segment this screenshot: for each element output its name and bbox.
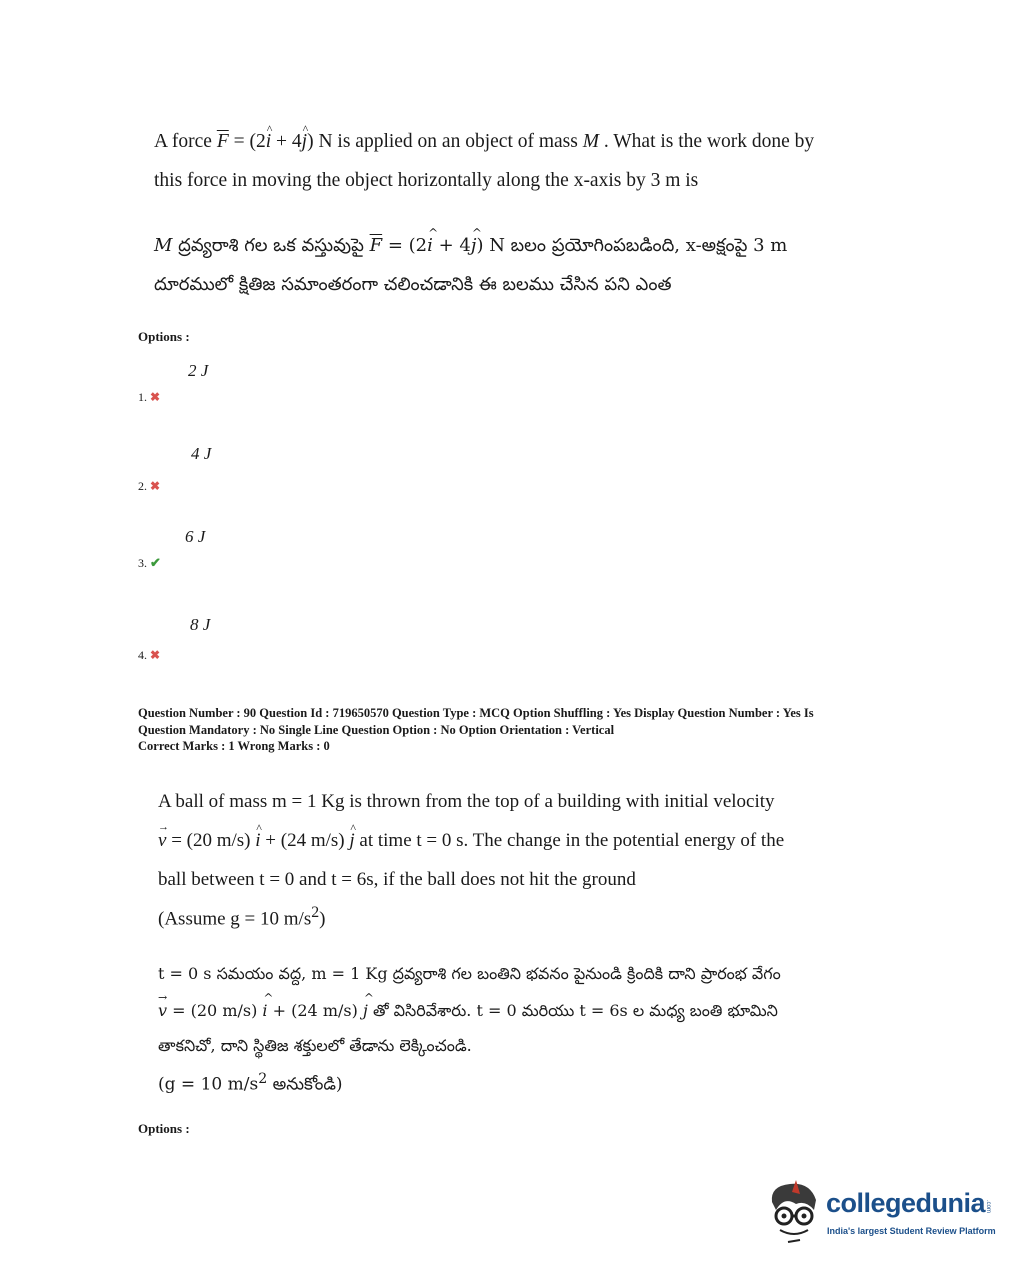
velocity-symbol: → v xyxy=(158,821,166,860)
question2-telugu xyxy=(158,955,858,1101)
logo-tagline: India's largest Student Review Platform xyxy=(827,1226,996,1236)
option-2-value: 4 J xyxy=(191,444,212,463)
te-text-c: + 4 xyxy=(432,235,471,256)
q2-en-l2b: + (24 m/s) xyxy=(260,830,350,851)
q2-en-l2c: at time t = 0 s. The change in the potential energy of the xyxy=(354,830,785,851)
option-1-number: 1. xyxy=(138,390,147,404)
wrong-icon: ✖ xyxy=(150,648,161,662)
option-1[interactable] xyxy=(138,390,160,405)
force-symbol: $\overline{F}$ xyxy=(216,131,229,152)
option-3-number: 3. xyxy=(138,556,147,570)
q2-en-sup: 2 xyxy=(311,904,320,921)
q1-text-e: . What is the work done by xyxy=(598,131,815,152)
logo-suffix: .com xyxy=(985,1200,991,1214)
j-hat: ^ j xyxy=(302,122,307,161)
question1-english-line1 xyxy=(154,122,874,161)
question1-english-line2: this force in moving the object horizontally along the x-axis by 3 m is xyxy=(154,170,699,191)
logo-text: collegedunia xyxy=(826,1188,986,1218)
option-2-number: 2. xyxy=(138,479,147,493)
te-text-d: ) N బలం ప్రయోగింపబడింది, x-అక్షంపై 3 m xyxy=(476,235,788,256)
option-4[interactable] xyxy=(138,648,160,663)
q2-en-line3: ball between t = 0 and t = 6s, if the ball does not hit the ground xyxy=(158,869,636,890)
meta-line3: Correct Marks : 1 Wrong Marks : 0 xyxy=(138,739,330,753)
q2-en-line4 xyxy=(158,899,858,933)
te-text-a: ద్రవ్యరాశి గల ఒక వస్తువుపై xyxy=(172,235,370,256)
q2-te-line2 xyxy=(158,992,858,1029)
wrong-icon: ✖ xyxy=(150,390,161,404)
correct-icon: ✔ xyxy=(150,555,161,570)
q1-text-b: = (2 xyxy=(228,131,266,152)
question1-telugu-line1 xyxy=(154,226,874,265)
q2-te-l4a: (g = 10 m/s xyxy=(158,1074,259,1095)
te-force-symbol: $\overline{F}$ xyxy=(369,235,383,256)
mass-symbol: M xyxy=(582,131,599,152)
q1-text-a: A force xyxy=(154,131,217,152)
q2-te-l2b: + (24 m/s) xyxy=(267,1001,363,1020)
question-meta xyxy=(138,705,898,755)
question1-english xyxy=(154,122,874,200)
q2-en-l4a: (Assume g = 10 m/s xyxy=(158,908,312,930)
option-4-value: 8 J xyxy=(190,615,211,634)
option-3[interactable] xyxy=(138,555,161,571)
options-label: Options : xyxy=(138,329,190,344)
question1-telugu xyxy=(154,226,874,304)
options-label-q2: Options : xyxy=(138,1121,190,1136)
option-3-value: 6 J xyxy=(185,527,206,546)
q2-en-line1: A ball of mass m = 1 Kg is thrown from the top of a building with initial velocity xyxy=(158,791,775,812)
te-text-b: = (2 xyxy=(382,235,428,256)
te-i-hat: ^ i xyxy=(427,226,433,265)
q2-te-line4 xyxy=(158,1063,858,1101)
q2-te-line1: t = 0 s సమయం వద్ద, m = 1 Kg ద్రవ్యరాశి గల బంతిని భవనం పైనుండి క్రిందికి దాని ప్రారంభ వేగం xyxy=(158,964,781,983)
q2-i-hat: ^ i xyxy=(255,821,260,860)
q1-text-d: ) N is applied on an object of mass xyxy=(307,131,583,152)
i-hat: ^ i xyxy=(266,122,271,161)
te-j-hat: ^ j xyxy=(471,226,477,265)
meta-line2: Question Mandatory : No Single Line Question Option : No Option Orientation : Vertical xyxy=(138,722,615,737)
option-1-value: 2 J xyxy=(188,361,209,380)
option-4-number: 4. xyxy=(138,648,147,662)
meta-line1: Question Number : 90 Question Id : 719650570 Question Type : MCQ Option Shuffling : Yes Display Question Number : Yes Is xyxy=(138,706,814,720)
q2-te-line3: తాకనిచో, దాని స్థితిజ శక్తులలో తేడాను లెక్కించండి. xyxy=(158,1036,472,1055)
q2-te-j-hat: ^ j xyxy=(363,992,368,1029)
q1-text-c: + 4 xyxy=(271,131,302,152)
q2-en-l4b: ) xyxy=(319,908,326,930)
q2-te-l4b: అనుకోండి) xyxy=(267,1074,343,1095)
te-mass-symbol: M xyxy=(154,235,173,256)
te-velocity-symbol: → v xyxy=(158,992,167,1029)
q2-te-l2c: తో విసిరివేశారు. t = 0 మరియు t = 6s ల మధ్య బంతి భూమిని xyxy=(367,1001,778,1020)
q2-en-l2a: = (20 m/s) xyxy=(166,830,256,851)
q2-te-sup: 2 xyxy=(258,1071,268,1087)
q2-te-i-hat: ^ i xyxy=(262,992,267,1029)
question2-english xyxy=(158,782,858,933)
collegedunia-mascot-icon xyxy=(766,1180,826,1246)
question1-telugu-line2: దూరములో క్షితిజ సమాంతరంగా చలించడానికి ఈ బలము చేసిన పని ఎంత xyxy=(154,274,672,295)
q2-te-l2a: = (20 m/s) xyxy=(167,1001,263,1020)
q2-j-hat: ^ j xyxy=(349,821,354,860)
wrong-icon: ✖ xyxy=(150,479,161,493)
q2-en-line2 xyxy=(158,821,858,860)
option-2[interactable] xyxy=(138,479,160,494)
